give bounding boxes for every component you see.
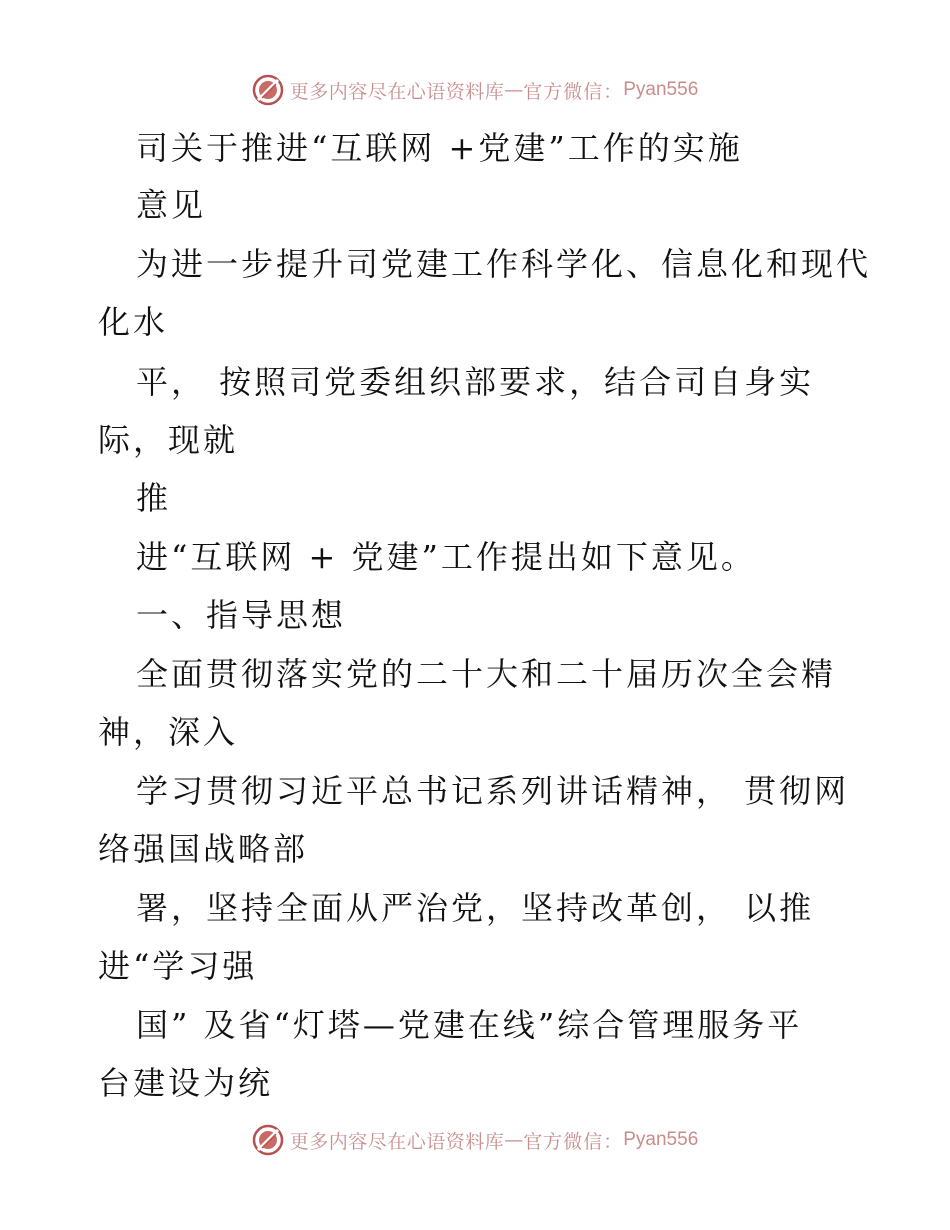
watermark-wechat-id: Pyan556 bbox=[623, 1129, 699, 1150]
red-seal-logo-icon bbox=[252, 1124, 284, 1156]
doc-line: 推 bbox=[136, 479, 172, 517]
doc-line: 全面贯彻落实党的二十大和二十届历次全会精 bbox=[136, 655, 837, 693]
doc-line: 国” 及省“灯塔—党建在线”综合管理服务平 bbox=[136, 1006, 803, 1044]
doc-line: 为进一步提升司党建工作科学化、信息化和现代 bbox=[136, 245, 872, 283]
doc-line: 进“互联网 + 党建”工作提出如下意见。 bbox=[136, 538, 756, 576]
watermark-wechat-id: Pyan556 bbox=[623, 79, 699, 100]
red-seal-logo-icon bbox=[252, 74, 284, 106]
doc-line: 化水 bbox=[98, 303, 169, 341]
watermark-separator: — bbox=[504, 1129, 524, 1151]
watermark-wechat-label: 官方微信： bbox=[523, 1130, 624, 1153]
watermark-footer bbox=[0, 1120, 950, 1160]
doc-line: 学习贯彻习近平总书记系列讲话精神， 贯彻网 bbox=[136, 772, 850, 810]
doc-line: 台建设为统 bbox=[98, 1064, 274, 1102]
watermark-separator: — bbox=[504, 79, 524, 101]
doc-line-section-heading: 一、指导思想 bbox=[136, 596, 347, 634]
watermark-wechat-label: 官方微信： bbox=[523, 80, 624, 103]
doc-line: 络强国战略部 bbox=[98, 830, 309, 868]
doc-line: 进“学习强 bbox=[98, 947, 258, 985]
doc-line: 际，现就 bbox=[98, 421, 239, 459]
watermark-site-text: 更多内容尽在心语资料库 bbox=[289, 80, 505, 103]
doc-line: 署，坚持全面从严治党，坚持改革创， 以推 bbox=[136, 889, 815, 927]
doc-line: 神，深入 bbox=[98, 713, 239, 751]
doc-line-title: 司关于推进“互联网 +党建”工作的实施 bbox=[136, 129, 743, 167]
doc-line: 平， 按照司党委组织部要求，结合司自身实 bbox=[136, 363, 815, 401]
watermark-header bbox=[0, 70, 950, 110]
watermark-site-text: 更多内容尽在心语资料库 bbox=[289, 1130, 505, 1153]
doc-line-title-cont: 意见 bbox=[136, 186, 207, 224]
